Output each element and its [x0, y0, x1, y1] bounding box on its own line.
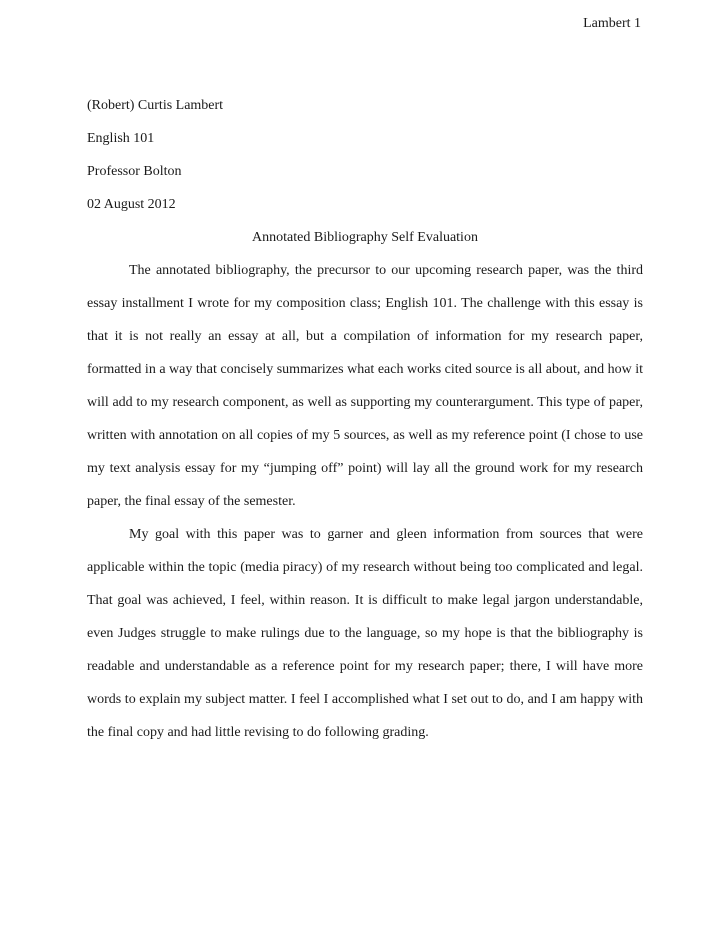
course-name: English 101 [87, 131, 155, 146]
paragraph-text: My goal with this paper was to garner and gleen information from sources that were applicable within the topic (media piracy) of my research without being too complicated and legal. That goal was achieved, I feel, within reason. It is difficult to make legal jargon understandable, even Judges struggle to make rulings due to the language, so my hope is that the bibliography is readable and understandable as a reference point for my research paper; there, I will have more words to explain my subject matter. I feel I accomplished what I set out to do, and I am happy with the final copy and had little revising to do following grading. [87, 527, 643, 740]
document-title: Annotated Bibliography Self Evaluation [252, 230, 478, 245]
author-name: (Robert) Curtis Lambert [87, 98, 224, 113]
document-body [87, 89, 643, 749]
paragraph-1 [87, 254, 643, 518]
document-date: 02 August 2012 [87, 197, 176, 212]
professor-name: Professor Bolton [87, 164, 182, 179]
paragraph-2 [87, 518, 643, 749]
paragraph-text: The annotated bibliography, the precursor to our upcoming research paper, was the third essay installment I wrote for my composition class; English 101. The challenge with this essay is that it is not really an essay at all, but a compilation of information for my research paper, formatted in a way that concisely summarizes what each works cited source is all about, and how it will add to my research component, as well as supporting my counterargument. This type of paper, written with annotation on all copies of my 5 sources, as well as my reference point (I chose to use my text analysis essay for my “jumping off” point) will lay all the ground work for my research paper, the final essay of the semester. [87, 263, 643, 509]
running-head: Lambert 1 [583, 16, 641, 31]
